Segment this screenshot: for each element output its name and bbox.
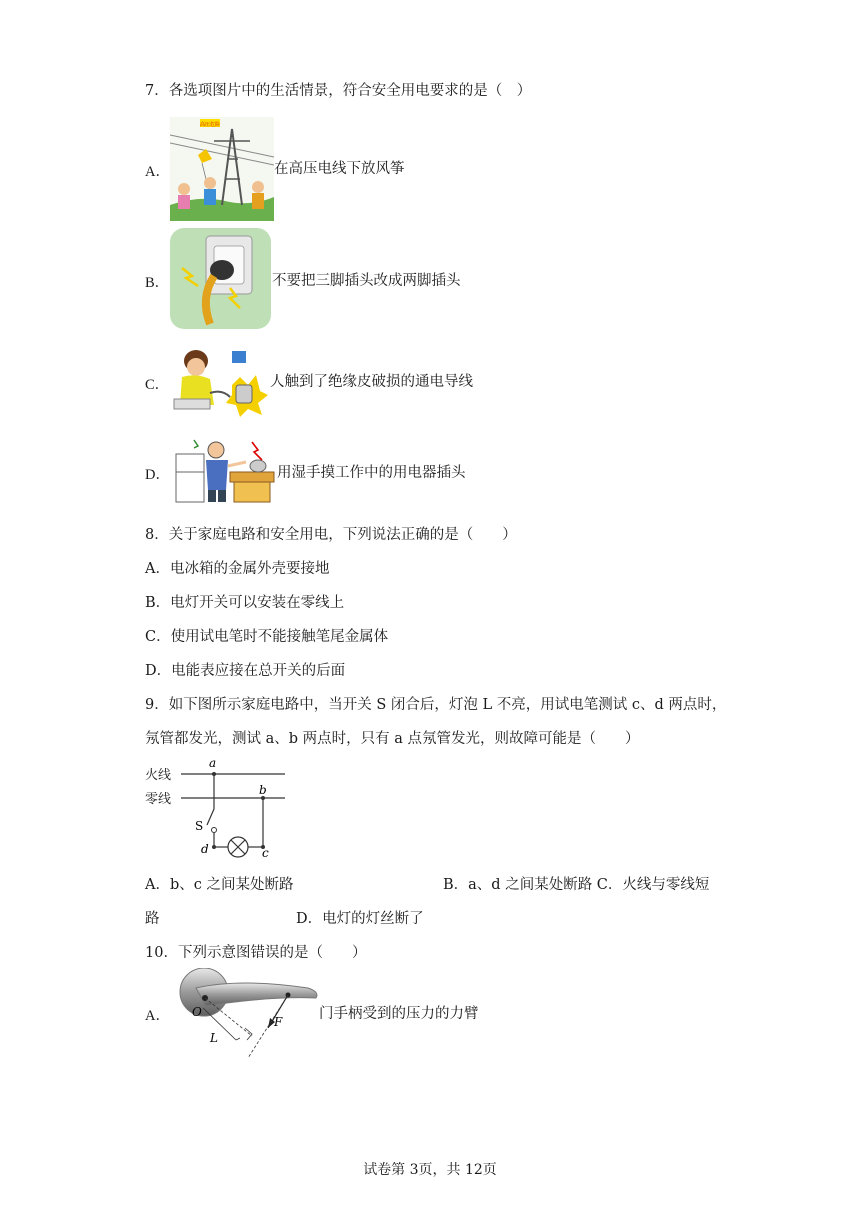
q10-option-a-text: 门手柄受到的压力的力臂 bbox=[319, 1006, 479, 1022]
switch-s-label: S bbox=[195, 819, 204, 833]
household-circuit-diagram bbox=[145, 755, 295, 865]
q8-option-d: D．电能表应接在总开关的后面 bbox=[145, 663, 346, 679]
q9-option-b-c: B．a、d 之间某处断路 C．火线与零线短 bbox=[443, 877, 710, 893]
q7-option-a-text: 在高压电线下放风筝 bbox=[274, 161, 405, 177]
arm-l-label: L bbox=[210, 1031, 218, 1045]
three-pin-plug-illustration bbox=[170, 228, 271, 329]
force-f-label: F bbox=[274, 1015, 283, 1029]
q9-stem-line2: 氖管都发光，测试 a、b 两点时，只有 a 点氖管发光，则故障可能是（ ） bbox=[145, 731, 640, 747]
q7-option-c-text: 人触到了绝缘皮破损的通电导线 bbox=[270, 374, 473, 390]
q7-stem: 7．各选项图片中的生活情景，符合安全用电要求的是（ ） bbox=[145, 83, 532, 99]
door-handle-lever-diagram bbox=[170, 968, 326, 1058]
q8-option-a: A．电冰箱的金属外壳要接地 bbox=[145, 561, 330, 577]
point-d-label: d bbox=[201, 842, 209, 856]
q8-stem: 8．关于家庭电路和安全用电，下列说法正确的是（ ） bbox=[145, 527, 517, 543]
neutral-wire-label: 零线 bbox=[145, 792, 172, 807]
q10-option-a-label: A． bbox=[145, 1008, 170, 1024]
q9-stem-line1: 9．如下图所示家庭电路中，当开关 S 闭合后，灯泡 L 不亮，用试电笔测试 c、d 两点时， bbox=[145, 697, 727, 713]
q7-option-c-label: C． bbox=[145, 377, 170, 393]
q7-option-b-label: B． bbox=[145, 275, 170, 291]
q9-option-d: D．电灯的灯丝断了 bbox=[296, 911, 424, 927]
q7-option-b-text: 不要把三脚插头改成两脚插头 bbox=[272, 273, 461, 289]
pivot-o-label: O bbox=[192, 1005, 202, 1019]
point-b-label: b bbox=[259, 783, 267, 797]
q8-option-b: B．电灯开关可以安装在零线上 bbox=[145, 595, 345, 611]
page-footer: 试卷第 3页，共 12页 bbox=[363, 1162, 497, 1178]
q7-option-d-text: 用湿手摸工作中的用电器插头 bbox=[277, 465, 466, 481]
point-a-label: a bbox=[209, 756, 217, 770]
q7-option-d-label: D． bbox=[145, 467, 170, 483]
wet-hand-plug-illustration bbox=[172, 436, 276, 504]
high-voltage-sign: 高压危险 bbox=[199, 122, 221, 128]
damaged-wire-illustration bbox=[170, 345, 270, 417]
q9-option-c-continued: 路 bbox=[145, 911, 160, 927]
q7-option-a-label: A． bbox=[145, 164, 170, 180]
high-voltage-kite-illustration bbox=[170, 117, 274, 221]
q10-stem: 10．下列示意图错误的是（ ） bbox=[145, 945, 367, 961]
point-c-label: c bbox=[262, 846, 269, 860]
live-wire-label: 火线 bbox=[145, 768, 172, 783]
q8-option-c: C．使用试电笔时不能接触笔尾金属体 bbox=[145, 629, 389, 645]
q9-option-a: A．b、c 之间某处断路 bbox=[145, 877, 294, 893]
